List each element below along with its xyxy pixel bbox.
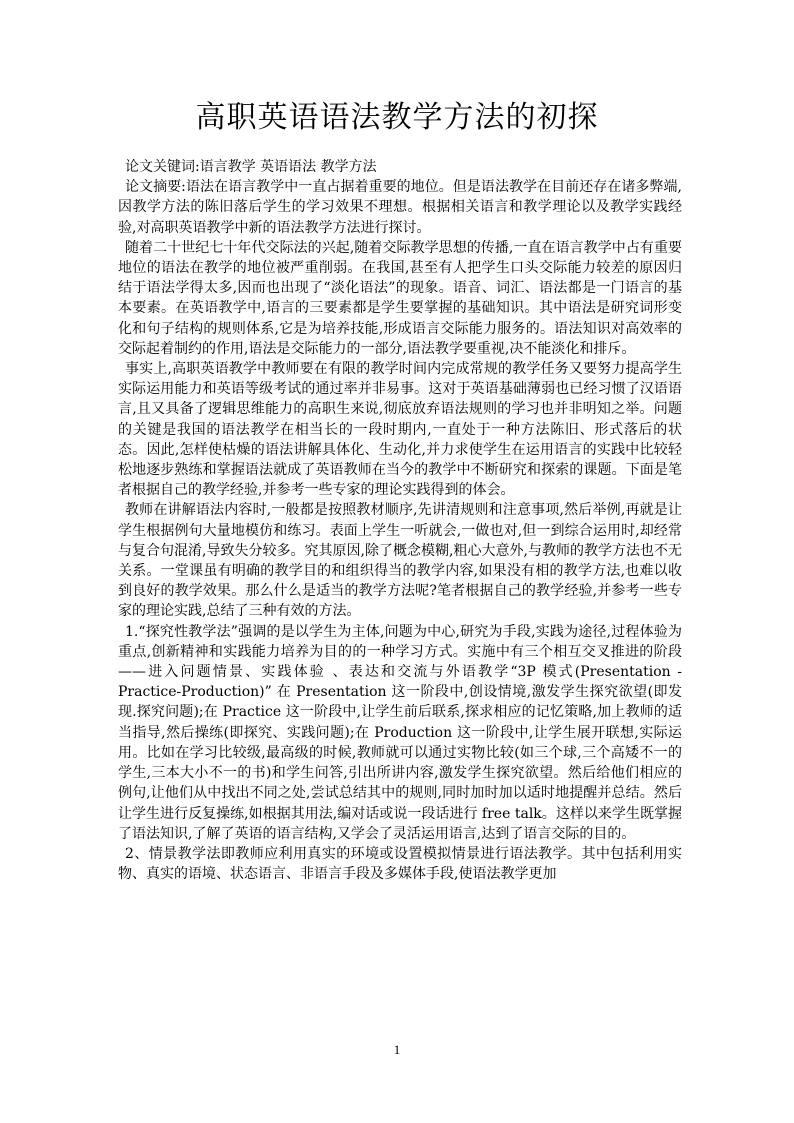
keywords-line: 论文关键词:语言教学 英语语法 教学方法 [125,159,377,175]
document-title: 高职英语语法教学方法的初探 [195,100,599,135]
body-paragraph: 随着二十世纪七十年代交际法的兴起,随着交际教学思想的传播,一直在语言教学中占有重要地位的语法在教学的地位被严重削弱。在我国,甚至有人把学生口头交际能力较差的原因归结于语法学得太多,因而也出现了“淡化语法”的现象。语音、词汇、语法都是一门语言的基本要素。在英语教学中,语言的三要素都是学生要掌握的基础知识。其中语法是研究词形变化和句子结构的规则体系,它是为培养技能,形成语言交际能力服务的。语法知识对高效率的交际起着制约的作用,语法是交际能力的一部分,语法教学要重视,决不能淡化和排斥。 [118,239,682,357]
page-number: 1 [393,1042,401,1057]
body-paragraph: 1.“探究性教学法”强调的是以学生为主体,问题为中心,研究为手段,实践为途径,过程体验为重点,创新精神和实践能力培养为目的的一种学习方式。实施中有三个相互交叉推进的阶段——进入问题情景、实践体验 、表达和交流与外语教学“3P 模式(Presentation -Practice-Production)” 在 Presentation 这一阶段中,创设情境,激发学生探究欲望(即发现.探究问题);在 Practice 这一阶段中,让学生前后联系,探求相应的记忆策略,加上教师的适当指导,然后操练(即探究、实践问题);在 Production 这一阶段中,让学生展开联想,实际运用。比如在学习比较级,最高级的时候,教师就可以通过实物比较(如三个球,三个高矮不一的学生,三本大小不一的书)和学生问答,引出所讲内容,激发学生探究欲望。然后给他们相应的例句,让他们从中找出不同之处,尝试总结其中的规则,同时加时加以适时地提醒并总结。然后让学生进行反复操练,如根据其用法,编对话或说一段话进行 free talk。这样以来学生既掌握了语法知识,了解了英语的语言结构,又学会了灵活运用语言,达到了语言交际的目的。 [118,623,682,842]
body-paragraph: 2、情景教学法即教师应利用真实的环境或设置模拟情景进行语法教学。其中包括利用实物、真实的语境、状态语言、非语言手段及多媒体手段,使语法教学更加 [118,845,682,883]
body-paragraph: 教师在讲解语法内容时,一般都是按照教材顺序,先讲清规则和注意事项,然后举例,再就是让学生根据例句大量地模仿和练习。表面上学生一听就会,一做也对,但一到综合运用时,却经常与复合句混淆,导致失分较多。究其原因,除了概念模糊,粗心大意外,与教师的教学方法也不无关系。一堂课虽有明确的教学目的和组织得当的教学内容,如果没有相的教学方法,也难以收到良好的教学效果。那么什么是适当的教学方法呢?笔者根据自己的教学经验,并参考一些专家的理论实践,总结了三种有效的方法。 [118,502,682,620]
abstract-paragraph: 论文摘要:语法在语言教学中一直占据着重要的地位。但是语法教学在目前还存在诸多弊端,因教学方法的陈旧落后学生的学习效果不理想。根据相关语言和教学理论以及教学实践经验,对高职英语教学中新的语法教学方法进行探讨。 [118,179,682,236]
document-body [118,157,682,884]
body-paragraph: 事实上,高职英语教学中教师要在有限的教学时间内完成常规的教学任务又要努力提高学生实际运用能力和英语等级考试的通过率并非易事。这对于英语基础薄弱也已经习惯了汉语语言,且又具备了逻辑思维能力的高职生来说,彻底放弃语法规则的学习也并非明知之举。问题的关键是我国的语法教学在相当长的一段时期内,一直处于一种方法陈旧、形式落后的状态。因此,怎样使枯燥的语法讲解具体化、生动化,并力求使学生在运用语言的实践中比较轻松地逐步熟练和掌握语法就成了英语教师在当今的教学中不断研究和探索的课题。下面是笔者根据自己的教学经验,并参考一些专家的理论实践得到的体会。 [118,361,682,499]
